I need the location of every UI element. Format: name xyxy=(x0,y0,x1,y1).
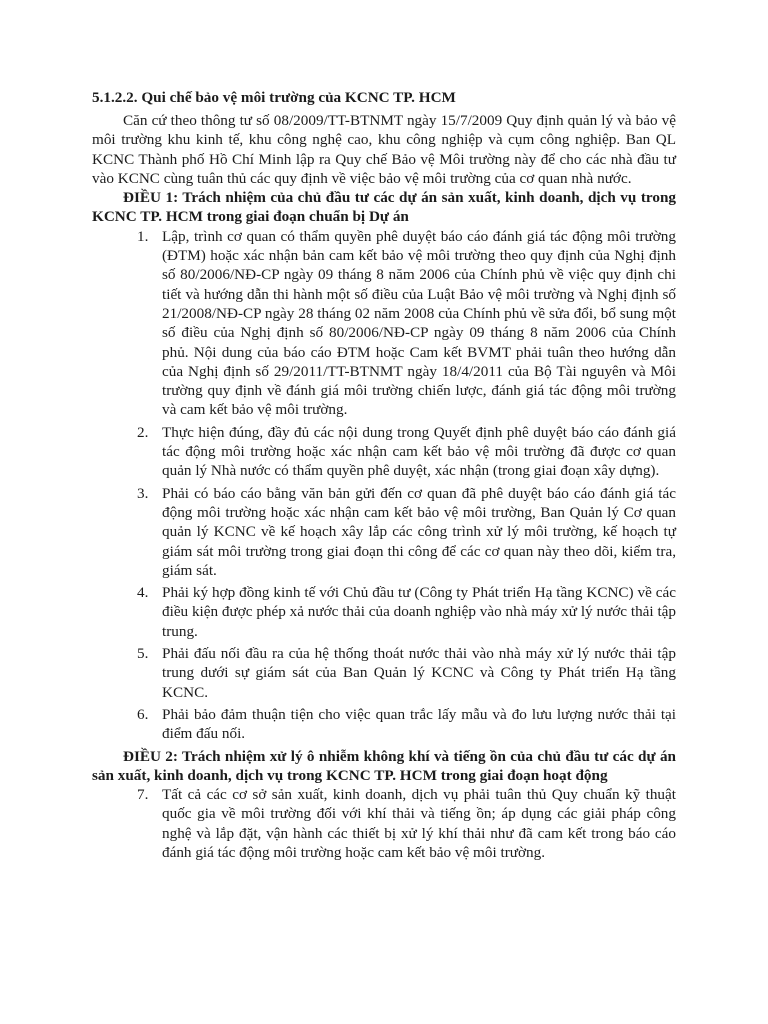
list-item xyxy=(92,484,676,580)
item-text: Phải có báo cáo bằng văn bản gửi đến cơ quan đã phê duyệt báo cáo đánh giá tác động môi trường hoặc xác nhận cam kết bảo vệ môi trường, Ban Quản lý Cơ quan quản lý KCNC về kế hoạch xây lắp các công trình xử lý môi trường, kế hoạch tự giám sát môi trường trong giai đoạn thi công để các cơ quan này theo dõi, kiểm tra, giám sát. xyxy=(162,484,676,579)
item-text: Phải đấu nối đầu ra của hệ thống thoát nước thải vào nhà máy xử lý nước thải tập trung dưới sự giám sát của Ban Quản lý KCNC và Công ty Phát triển Hạ tầng KCNC. xyxy=(162,645,676,701)
list-item xyxy=(92,644,676,702)
item-number: 3. xyxy=(137,484,149,502)
document-page xyxy=(92,88,676,865)
item-text: Lập, trình cơ quan có thẩm quyền phê duyệt báo cáo đánh giá tác động môi trường (ĐTM) hoặc xác nhận bản cam kết bảo vệ môi trường theo quy định của Nghị định số 80/2006/NĐ-CP ngày 09 tháng 8 năm 2006 của Chính phủ về việc quy định chi tiết và hướng dẫn thi hành một số điều của Luật Bảo vệ môi trường và Nghị định số 21/2008/NĐ-CP ngày 28 tháng 02 năm 2008 của Chính phủ về sửa đổi, bổ sung một số điều của Nghị định số 80/2006/NĐ-CP ngày 09 tháng 8 năm 2006 của Chính phủ. Nội dung của báo cáo ĐTM hoặc Cam kết BVMT phải tuân theo hướng dẫn của Nghị định số 29/2011/TT-BTNMT ngày 18/4/2011 của Bộ Tài nguyên và Môi trường quy định về đánh giá môi trường chiến lược, đánh giá tác động môi trường và cam kết bảo vệ môi trường. xyxy=(162,227,676,419)
item-number: 7. xyxy=(137,786,149,804)
list-item xyxy=(92,705,676,744)
list-item xyxy=(92,583,676,641)
item-number: 5. xyxy=(137,645,149,663)
item-text: Phải ký hợp đồng kinh tế với Chủ đầu tư (Công ty Phát triển Hạ tầng KCNC) về các điều kiện được phép xả nước thải của doanh nghiệp vào nhà máy xử lý nước thải tập trung. xyxy=(162,584,676,640)
item-number: 1. xyxy=(137,227,149,245)
item-number: 2. xyxy=(137,423,149,441)
article-1-heading: ĐIỀU 1: Trách nhiệm của chủ đầu tư các dự án sản xuất, kinh doanh, dịch vụ trong KCNC TP. HCM trong giai đoạn chuẩn bị Dự án xyxy=(92,189,676,226)
intro-paragraph: Căn cứ theo thông tư số 08/2009/TT-BTNMT ngày 15/7/2009 Quy định quản lý và bảo vệ môi trường khu kinh tế, khu công nghệ cao, khu công nghiệp và cụm công nghiệp. Ban QL KCNC Thành phố Hồ Chí Minh lập ra Quy chế Bảo vệ Môi trường này để cho các nhà đầu tư vào KCNC cùng tuân thủ các quy định về việc bảo vệ môi trường của cơ quan nhà nước. xyxy=(92,112,676,187)
article-2-heading: ĐIỀU 2: Trách nhiệm xử lý ô nhiễm không khí và tiếng ồn của chủ đầu tư các dự án sản xuất, kinh doanh, dịch vụ trong KCNC TP. HCM trong giai đoạn hoạt động xyxy=(92,747,676,784)
item-text: Phải bảo đảm thuận tiện cho việc quan trắc lấy mẫu và đo lưu lượng nước thải tại điểm đấu nối. xyxy=(162,705,676,743)
item-number: 6. xyxy=(137,705,149,723)
item-text: Tất cả các cơ sở sản xuất, kinh doanh, dịch vụ phải tuân thủ Quy chuẩn kỹ thuật quốc gia về môi trường đối với khí thải và tiếng ồn; áp dụng các giải pháp công nghệ và lắp đặt, vận hành các thiết bị xử lý khí thải như đã cam kết trong báo cáo đánh giá tác động môi trường hoặc cam kết bảo vệ môi trường. xyxy=(162,786,676,861)
item-text: Thực hiện đúng, đầy đủ các nội dung trong Quyết định phê duyệt báo cáo đánh giá tác động môi trường hoặc xác nhận cam kết bảo vệ môi trường đã được cơ quan quản lý Nhà nước có thẩm quyền phê duyệt, xác nhận (trong giai đoạn xây dựng). xyxy=(162,423,676,480)
list-item xyxy=(92,785,676,862)
article-2-list xyxy=(92,785,676,862)
item-number: 4. xyxy=(137,584,149,602)
list-item xyxy=(92,423,676,481)
section-title: 5.1.2.2. Qui chế bảo vệ môi trường của KCNC TP. HCM xyxy=(92,89,456,106)
list-item xyxy=(92,227,676,420)
article-1-list xyxy=(92,227,676,744)
